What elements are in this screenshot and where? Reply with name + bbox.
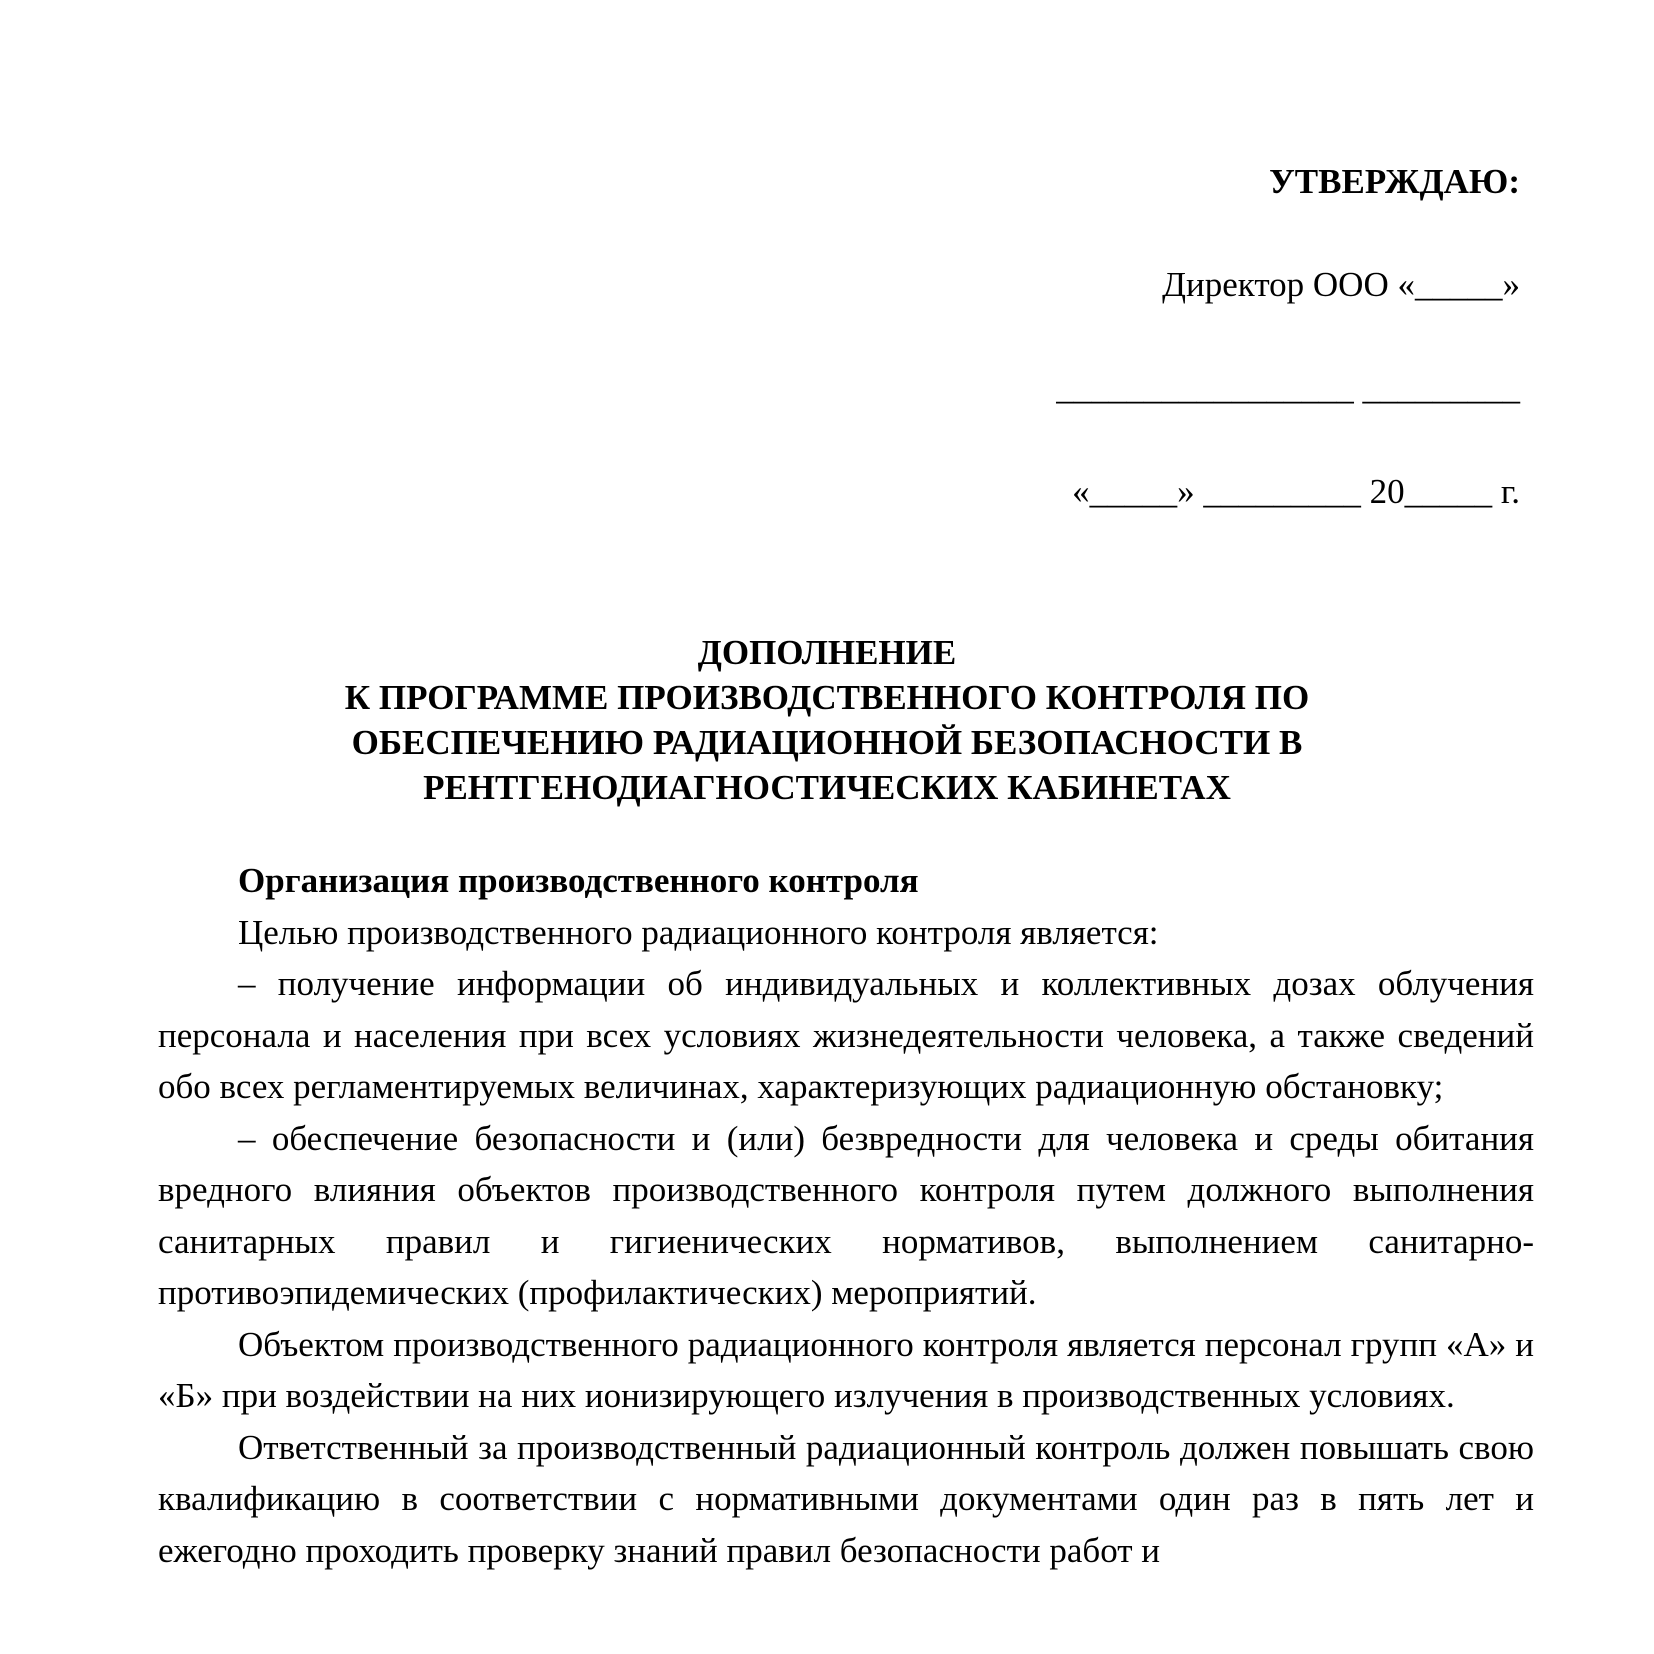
title-line-2: К ПРОГРАММЕ ПРОИЗВОДСТВЕННОГО КОНТРОЛЯ ПО [344,678,1310,717]
paragraph-item-1: – получение информации об индивидуальных и коллективных дозах облучения персонала и населения при всех условиях жизнедеятельности человека, а также сведений обо всех регламентируемых величинах, характеризующих радиационную обстановку; [158,964,1534,1106]
date-line: «_____» _________ 20_____ г. [1072,472,1520,511]
document-body [158,855,1534,1576]
approval-heading: УТВЕРЖДАЮ: [1269,162,1520,201]
signature-line: _________________ _________ [1056,368,1520,407]
title-line-4: РЕНТГЕНОДИАГНОСТИЧЕСКИХ КАБИНЕТАХ [423,768,1231,807]
paragraph-object: Объектом производственного радиационного контроля является персонал групп «А» и «Б» при воздействии на них ионизирующего излучения в производственных условиях. [158,1324,1534,1415]
director-position: Директор ООО «_____» [1162,265,1520,304]
title-line-1: ДОПОЛНЕНИЕ [697,633,957,672]
section-heading: Организация производственного контроля [238,861,919,900]
paragraph-purpose: Целью производственного радиационного контроля является: [238,912,1159,952]
paragraph-item-2: – обеспечение безопасности и (или) безвредности для человека и среды обитания вредного влияния объектов производственного контроля путем должного выполнения санитарных правил и гигиенических нормативов, выполнением санитарно-противоэпидемических (профилактических) мероприятий. [158,1118,1534,1312]
paragraph-responsible: Ответственный за производственный радиационный контроль должен повышать свою квалификацию в соответствии с нормативными документами один раз в пять лет и ежегодно проходить проверку знаний правил безопасности работ и [158,1427,1534,1570]
title-line-3: ОБЕСПЕЧЕНИЮ РАДИАЦИОННОЙ БЕЗОПАСНОСТИ В [351,723,1303,762]
document-title [0,630,1654,810]
